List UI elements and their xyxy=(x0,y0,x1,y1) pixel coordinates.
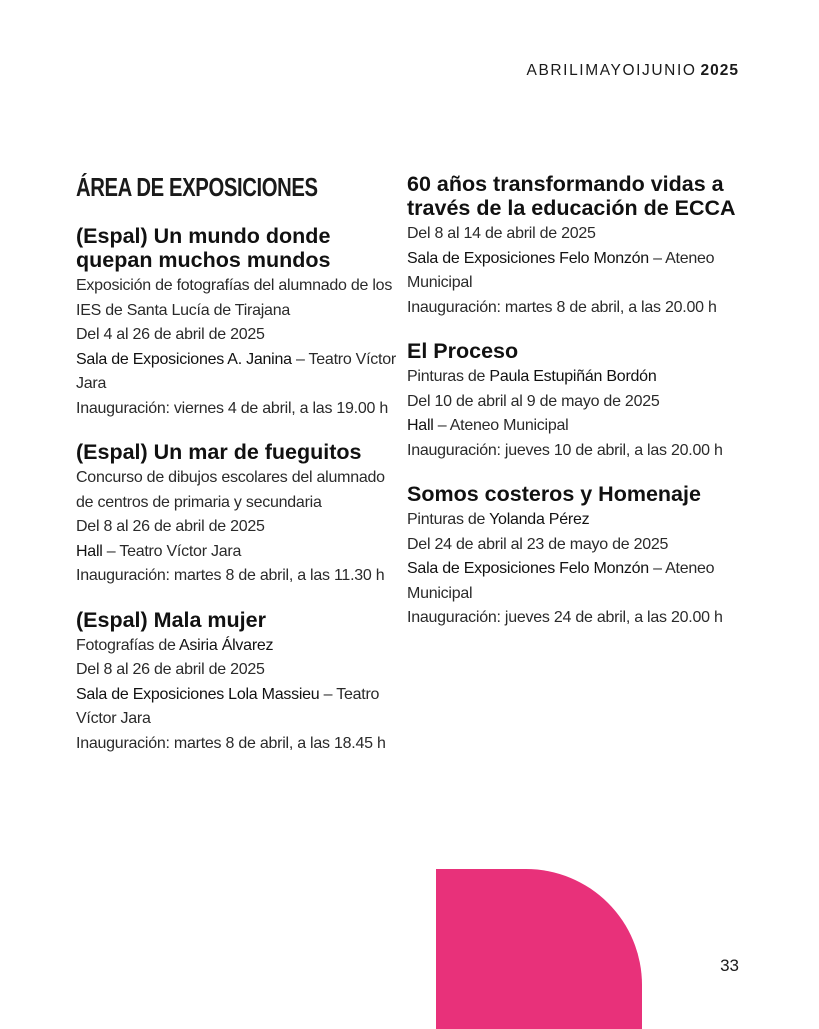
event-dates: Del 10 de abril al 9 de mayo de 2025 xyxy=(407,392,660,410)
description-prefix: Pinturas de xyxy=(407,368,490,385)
venue-name: Sala de Exposiciones Felo Monzón xyxy=(407,560,649,577)
event-description: Concurso de dibujos escolares del alumnado de centros de primaria y secundaria xyxy=(76,469,385,511)
artist-name: Yolanda Pérez xyxy=(489,511,590,528)
event-title: (Espal) Un mar de fueguitos xyxy=(76,440,362,464)
event-venue xyxy=(76,683,396,732)
event-dates: Del 4 al 26 de abril de 2025 xyxy=(76,326,265,343)
artist-name: Asiria Álvarez xyxy=(178,636,274,654)
venue-location: – Teatro Víctor Jara xyxy=(76,685,380,727)
event-venue xyxy=(407,247,737,296)
venue-location: – Ateneo Municipal xyxy=(407,249,715,291)
event-venue xyxy=(407,557,737,606)
event-venue xyxy=(76,348,396,397)
page-header xyxy=(527,62,740,80)
event-title: 60 años transformando vidas a través de la educación de ECCA xyxy=(407,172,736,220)
left-column xyxy=(76,172,396,775)
event-item xyxy=(407,482,737,631)
header-year: 2025 xyxy=(700,62,739,79)
right-column xyxy=(407,172,737,650)
event-item xyxy=(76,224,396,421)
description-prefix: Pinturas de xyxy=(407,511,490,528)
pink-quarter-shape xyxy=(436,869,642,1029)
event-title: Somos costeros y Homenaje xyxy=(407,482,701,506)
event-description xyxy=(407,508,737,533)
event-opening: Inauguración: viernes 4 de abril, a las 19.00 h xyxy=(76,399,389,417)
event-venue xyxy=(407,414,737,439)
event-title: El Proceso xyxy=(407,339,519,363)
venue-location: – Ateneo Municipal xyxy=(407,560,715,602)
event-dates: Del 8 al 26 de abril de 2025 xyxy=(76,518,265,535)
venue-name: Hall xyxy=(76,542,103,560)
event-opening: Inauguración: martes 8 de abril, a las 11.30 h xyxy=(76,567,385,584)
event-dates: Del 8 al 26 de abril de 2025 xyxy=(76,661,265,678)
venue-location: – Ateneo Municipal xyxy=(433,417,569,434)
venue-location: – Teatro Víctor Jara xyxy=(102,542,242,560)
event-title: (Espal) Un mundo donde quepan muchos mundos xyxy=(76,224,331,272)
event-item xyxy=(76,608,396,757)
event-venue xyxy=(76,540,396,565)
event-item xyxy=(76,440,396,589)
venue-location: – Teatro Víctor Jara xyxy=(76,350,396,392)
event-dates: Del 24 de abril al 23 de mayo de 2025 xyxy=(407,535,669,553)
event-description xyxy=(407,365,737,390)
description-prefix: Fotografías de xyxy=(76,636,179,654)
event-item xyxy=(407,339,737,463)
event-opening: Inauguración: martes 8 de abril, a las 20.00 h xyxy=(407,298,717,316)
venue-name: Sala de Exposiciones A. Janina xyxy=(76,350,292,368)
event-item xyxy=(407,172,737,320)
page-number: 33 xyxy=(720,956,739,975)
venue-name: Sala de Exposiciones Lola Massieu xyxy=(76,685,320,703)
section-title: ÁREA DE EXPOSICIONES xyxy=(76,172,318,202)
event-title: (Espal) Mala mujer xyxy=(76,607,266,632)
header-months: ABRILIMAYOIJUNIO xyxy=(526,62,697,79)
venue-name: Sala de Exposiciones Felo Monzón xyxy=(407,249,649,267)
event-dates: Del 8 al 14 de abril de 2025 xyxy=(407,225,596,242)
event-description xyxy=(76,634,396,659)
event-opening: Inauguración: martes 8 de abril, a las 18.45 h xyxy=(76,734,386,752)
decorative-pink-shape xyxy=(436,869,642,1029)
event-opening: Inauguración: jueves 10 de abril, a las 20.00 h xyxy=(407,441,723,459)
venue-name: Hall xyxy=(407,417,434,434)
event-description: Exposición de fotografías del alumnado de los IES de Santa Lucía de Tirajana xyxy=(76,277,393,319)
artist-name: Paula Estupiñán Bordón xyxy=(489,368,657,385)
event-opening: Inauguración: jueves 24 de abril, a las 20.00 h xyxy=(407,609,723,626)
